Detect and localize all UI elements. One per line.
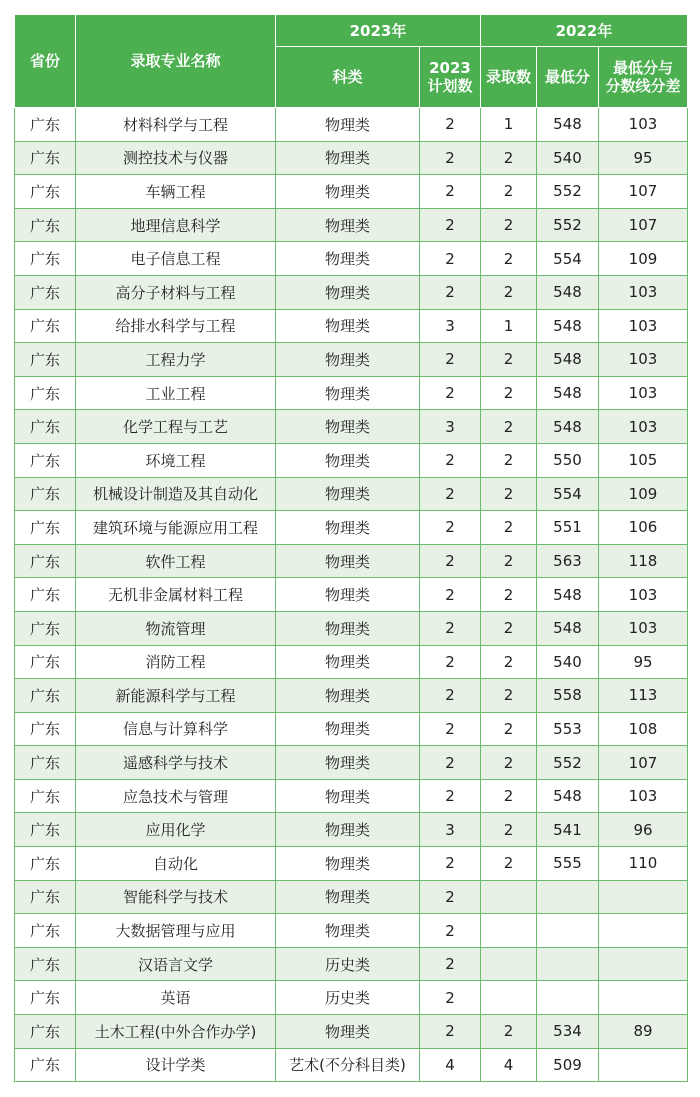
cell-category: 物理类 (276, 645, 420, 679)
cell-category: 物理类 (276, 813, 420, 847)
cell-diff: 103 (599, 578, 688, 612)
cell-min-score (537, 880, 599, 914)
cell-major: 测控技术与仪器 (76, 141, 276, 175)
cell-major: 汉语言文学 (76, 947, 276, 981)
cell-min-score: 548 (537, 779, 599, 813)
cell-province: 广东 (15, 175, 76, 209)
header-year-2023: 2023年 (276, 15, 481, 47)
cell-province: 广东 (15, 779, 76, 813)
header-diff-line1: 最低分与 (612, 59, 673, 77)
cell-category: 历史类 (276, 947, 420, 981)
cell-major: 大数据管理与应用 (76, 914, 276, 948)
cell-category: 物理类 (276, 1015, 420, 1049)
cell-province: 广东 (15, 242, 76, 276)
cell-province: 广东 (15, 981, 76, 1015)
table-row (15, 477, 688, 511)
cell-min-score: 548 (537, 309, 599, 343)
cell-category: 物理类 (276, 847, 420, 881)
cell-major: 化学工程与工艺 (76, 410, 276, 444)
table-row (15, 141, 688, 175)
cell-admitted: 2 (481, 141, 537, 175)
cell-major: 应用化学 (76, 813, 276, 847)
cell-plan: 2 (420, 981, 481, 1015)
cell-admitted: 2 (481, 746, 537, 780)
cell-admitted: 2 (481, 578, 537, 612)
cell-diff: 110 (599, 847, 688, 881)
cell-major: 软件工程 (76, 544, 276, 578)
cell-diff: 103 (599, 275, 688, 309)
cell-plan: 2 (420, 645, 481, 679)
table-row (15, 443, 688, 477)
cell-min-score: 509 (537, 1048, 599, 1082)
table-row (15, 1015, 688, 1049)
cell-admitted: 2 (481, 343, 537, 377)
cell-diff: 103 (599, 779, 688, 813)
cell-province: 广东 (15, 443, 76, 477)
cell-province: 广东 (15, 1015, 76, 1049)
cell-province: 广东 (15, 746, 76, 780)
cell-plan: 2 (420, 242, 481, 276)
table-row (15, 645, 688, 679)
table-row (15, 410, 688, 444)
table-row (15, 108, 688, 142)
cell-diff: 96 (599, 813, 688, 847)
cell-min-score: 548 (537, 376, 599, 410)
cell-province: 广东 (15, 1048, 76, 1082)
cell-major: 工业工程 (76, 376, 276, 410)
cell-plan: 3 (420, 813, 481, 847)
cell-plan: 2 (420, 544, 481, 578)
cell-min-score: 534 (537, 1015, 599, 1049)
cell-diff: 109 (599, 477, 688, 511)
cell-plan: 2 (420, 208, 481, 242)
cell-category: 物理类 (276, 914, 420, 948)
header-diff-line2: 分数线分差 (605, 77, 681, 95)
cell-province: 广东 (15, 208, 76, 242)
cell-province: 广东 (15, 645, 76, 679)
cell-min-score: 540 (537, 141, 599, 175)
table-row (15, 611, 688, 645)
cell-plan: 4 (420, 1048, 481, 1082)
cell-diff: 95 (599, 645, 688, 679)
table-row (15, 712, 688, 746)
cell-admitted: 2 (481, 544, 537, 578)
cell-category: 物理类 (276, 309, 420, 343)
cell-province: 广东 (15, 712, 76, 746)
admission-table (14, 14, 688, 1082)
cell-diff (599, 981, 688, 1015)
cell-plan: 2 (420, 712, 481, 746)
table-row (15, 511, 688, 545)
cell-province: 广东 (15, 343, 76, 377)
cell-plan: 2 (420, 880, 481, 914)
cell-plan: 3 (420, 410, 481, 444)
cell-diff: 113 (599, 679, 688, 713)
cell-major: 消防工程 (76, 645, 276, 679)
cell-category: 物理类 (276, 443, 420, 477)
cell-major: 给排水科学与工程 (76, 309, 276, 343)
cell-plan: 2 (420, 175, 481, 209)
cell-min-score: 548 (537, 410, 599, 444)
table-row (15, 544, 688, 578)
cell-major: 设计学类 (76, 1048, 276, 1082)
cell-category: 物理类 (276, 175, 420, 209)
header-diff (599, 47, 688, 108)
cell-plan: 2 (420, 141, 481, 175)
table-row (15, 947, 688, 981)
cell-major: 高分子材料与工程 (76, 275, 276, 309)
header-province: 省份 (15, 15, 76, 108)
cell-diff: 106 (599, 511, 688, 545)
cell-major: 应急技术与管理 (76, 779, 276, 813)
cell-admitted: 2 (481, 611, 537, 645)
cell-diff (599, 914, 688, 948)
table-row (15, 275, 688, 309)
cell-category: 物理类 (276, 208, 420, 242)
cell-category: 物理类 (276, 511, 420, 545)
cell-plan: 2 (420, 275, 481, 309)
cell-admitted: 2 (481, 1015, 537, 1049)
cell-province: 广东 (15, 578, 76, 612)
cell-plan: 2 (420, 611, 481, 645)
cell-min-score: 552 (537, 746, 599, 780)
cell-major: 无机非金属材料工程 (76, 578, 276, 612)
table-row (15, 847, 688, 881)
cell-admitted: 2 (481, 275, 537, 309)
table-header (15, 15, 688, 108)
cell-admitted: 2 (481, 645, 537, 679)
cell-major: 智能科学与技术 (76, 880, 276, 914)
cell-diff: 103 (599, 309, 688, 343)
table-body (15, 108, 688, 1082)
cell-major: 遥感科学与技术 (76, 746, 276, 780)
cell-diff: 103 (599, 343, 688, 377)
cell-admitted: 2 (481, 847, 537, 881)
cell-admitted: 2 (481, 410, 537, 444)
cell-major: 土木工程(中外合作办学) (76, 1015, 276, 1049)
cell-plan: 2 (420, 578, 481, 612)
cell-admitted: 2 (481, 175, 537, 209)
cell-province: 广东 (15, 141, 76, 175)
cell-province: 广东 (15, 108, 76, 142)
cell-diff: 107 (599, 208, 688, 242)
cell-min-score: 554 (537, 242, 599, 276)
cell-plan: 2 (420, 679, 481, 713)
cell-major: 机械设计制造及其自动化 (76, 477, 276, 511)
cell-diff: 89 (599, 1015, 688, 1049)
cell-min-score: 548 (537, 611, 599, 645)
cell-major: 环境工程 (76, 443, 276, 477)
cell-admitted: 1 (481, 309, 537, 343)
admission-table-container (14, 14, 688, 1082)
cell-category: 物理类 (276, 108, 420, 142)
cell-major: 物流管理 (76, 611, 276, 645)
cell-diff: 109 (599, 242, 688, 276)
cell-min-score: 548 (537, 343, 599, 377)
cell-plan: 2 (420, 847, 481, 881)
header-plan-line1: 2023 (429, 59, 471, 77)
cell-diff (599, 880, 688, 914)
cell-min-score: 551 (537, 511, 599, 545)
cell-diff: 107 (599, 746, 688, 780)
cell-admitted: 4 (481, 1048, 537, 1082)
table-row (15, 679, 688, 713)
cell-plan: 2 (420, 947, 481, 981)
cell-min-score: 540 (537, 645, 599, 679)
cell-admitted (481, 880, 537, 914)
cell-province: 广东 (15, 544, 76, 578)
table-row (15, 880, 688, 914)
table-row (15, 1048, 688, 1082)
cell-admitted: 2 (481, 242, 537, 276)
header-major: 录取专业名称 (76, 15, 276, 108)
cell-major: 地理信息科学 (76, 208, 276, 242)
cell-plan: 2 (420, 914, 481, 948)
cell-category: 物理类 (276, 410, 420, 444)
cell-category: 物理类 (276, 343, 420, 377)
cell-category: 物理类 (276, 679, 420, 713)
cell-province: 广东 (15, 611, 76, 645)
header-admitted: 录取数 (481, 47, 537, 108)
cell-province: 广东 (15, 376, 76, 410)
cell-category: 物理类 (276, 578, 420, 612)
cell-category: 物理类 (276, 880, 420, 914)
cell-major: 材料科学与工程 (76, 108, 276, 142)
table-row (15, 746, 688, 780)
cell-diff: 103 (599, 108, 688, 142)
cell-province: 广东 (15, 477, 76, 511)
cell-province: 广东 (15, 813, 76, 847)
table-row (15, 578, 688, 612)
header-min-score: 最低分 (537, 47, 599, 108)
cell-admitted (481, 914, 537, 948)
cell-major: 车辆工程 (76, 175, 276, 209)
table-row (15, 914, 688, 948)
cell-plan: 2 (420, 108, 481, 142)
cell-category: 物理类 (276, 779, 420, 813)
cell-category: 物理类 (276, 376, 420, 410)
cell-plan: 2 (420, 343, 481, 377)
cell-category: 艺术(不分科目类) (276, 1048, 420, 1082)
cell-diff: 118 (599, 544, 688, 578)
cell-plan: 2 (420, 779, 481, 813)
cell-admitted: 2 (481, 477, 537, 511)
cell-major: 英语 (76, 981, 276, 1015)
cell-province: 广东 (15, 679, 76, 713)
cell-plan: 2 (420, 746, 481, 780)
table-row (15, 309, 688, 343)
cell-category: 物理类 (276, 611, 420, 645)
cell-plan: 2 (420, 1015, 481, 1049)
cell-category: 物理类 (276, 746, 420, 780)
cell-admitted: 2 (481, 679, 537, 713)
cell-admitted: 2 (481, 712, 537, 746)
cell-diff: 107 (599, 175, 688, 209)
cell-admitted (481, 981, 537, 1015)
cell-admitted: 2 (481, 779, 537, 813)
cell-category: 历史类 (276, 981, 420, 1015)
cell-province: 广东 (15, 275, 76, 309)
cell-admitted: 1 (481, 108, 537, 142)
cell-plan: 2 (420, 477, 481, 511)
cell-diff: 105 (599, 443, 688, 477)
cell-min-score: 552 (537, 175, 599, 209)
cell-diff: 103 (599, 611, 688, 645)
cell-min-score: 548 (537, 108, 599, 142)
cell-min-score (537, 914, 599, 948)
cell-category: 物理类 (276, 141, 420, 175)
cell-category: 物理类 (276, 712, 420, 746)
header-category: 科类 (276, 47, 420, 108)
cell-major: 电子信息工程 (76, 242, 276, 276)
cell-province: 广东 (15, 914, 76, 948)
cell-diff: 103 (599, 410, 688, 444)
cell-province: 广东 (15, 947, 76, 981)
cell-min-score: 554 (537, 477, 599, 511)
cell-admitted (481, 947, 537, 981)
cell-province: 广东 (15, 880, 76, 914)
cell-min-score: 548 (537, 275, 599, 309)
cell-diff (599, 1048, 688, 1082)
cell-min-score: 541 (537, 813, 599, 847)
header-plan-line2: 计划数 (427, 77, 473, 95)
cell-plan: 2 (420, 376, 481, 410)
cell-plan: 2 (420, 443, 481, 477)
cell-province: 广东 (15, 511, 76, 545)
table-row (15, 376, 688, 410)
cell-diff: 95 (599, 141, 688, 175)
cell-major: 信息与计算科学 (76, 712, 276, 746)
table-row (15, 208, 688, 242)
cell-plan: 2 (420, 511, 481, 545)
cell-admitted: 2 (481, 443, 537, 477)
cell-diff (599, 947, 688, 981)
header-plan (420, 47, 481, 108)
cell-min-score: 563 (537, 544, 599, 578)
cell-plan: 3 (420, 309, 481, 343)
cell-min-score: 552 (537, 208, 599, 242)
cell-min-score: 550 (537, 443, 599, 477)
table-row (15, 779, 688, 813)
cell-major: 工程力学 (76, 343, 276, 377)
cell-province: 广东 (15, 309, 76, 343)
cell-admitted: 2 (481, 208, 537, 242)
table-row (15, 813, 688, 847)
cell-category: 物理类 (276, 477, 420, 511)
cell-min-score (537, 947, 599, 981)
cell-diff: 103 (599, 376, 688, 410)
cell-min-score: 558 (537, 679, 599, 713)
cell-min-score (537, 981, 599, 1015)
table-row (15, 242, 688, 276)
header-year-2022: 2022年 (481, 15, 688, 47)
cell-major: 自动化 (76, 847, 276, 881)
cell-admitted: 2 (481, 813, 537, 847)
cell-category: 物理类 (276, 544, 420, 578)
cell-category: 物理类 (276, 275, 420, 309)
cell-admitted: 2 (481, 511, 537, 545)
cell-min-score: 548 (537, 578, 599, 612)
cell-province: 广东 (15, 847, 76, 881)
cell-min-score: 555 (537, 847, 599, 881)
cell-diff: 108 (599, 712, 688, 746)
cell-min-score: 553 (537, 712, 599, 746)
cell-major: 新能源科学与工程 (76, 679, 276, 713)
table-row (15, 343, 688, 377)
table-row (15, 175, 688, 209)
table-row (15, 981, 688, 1015)
cell-admitted: 2 (481, 376, 537, 410)
cell-category: 物理类 (276, 242, 420, 276)
cell-major: 建筑环境与能源应用工程 (76, 511, 276, 545)
cell-province: 广东 (15, 410, 76, 444)
